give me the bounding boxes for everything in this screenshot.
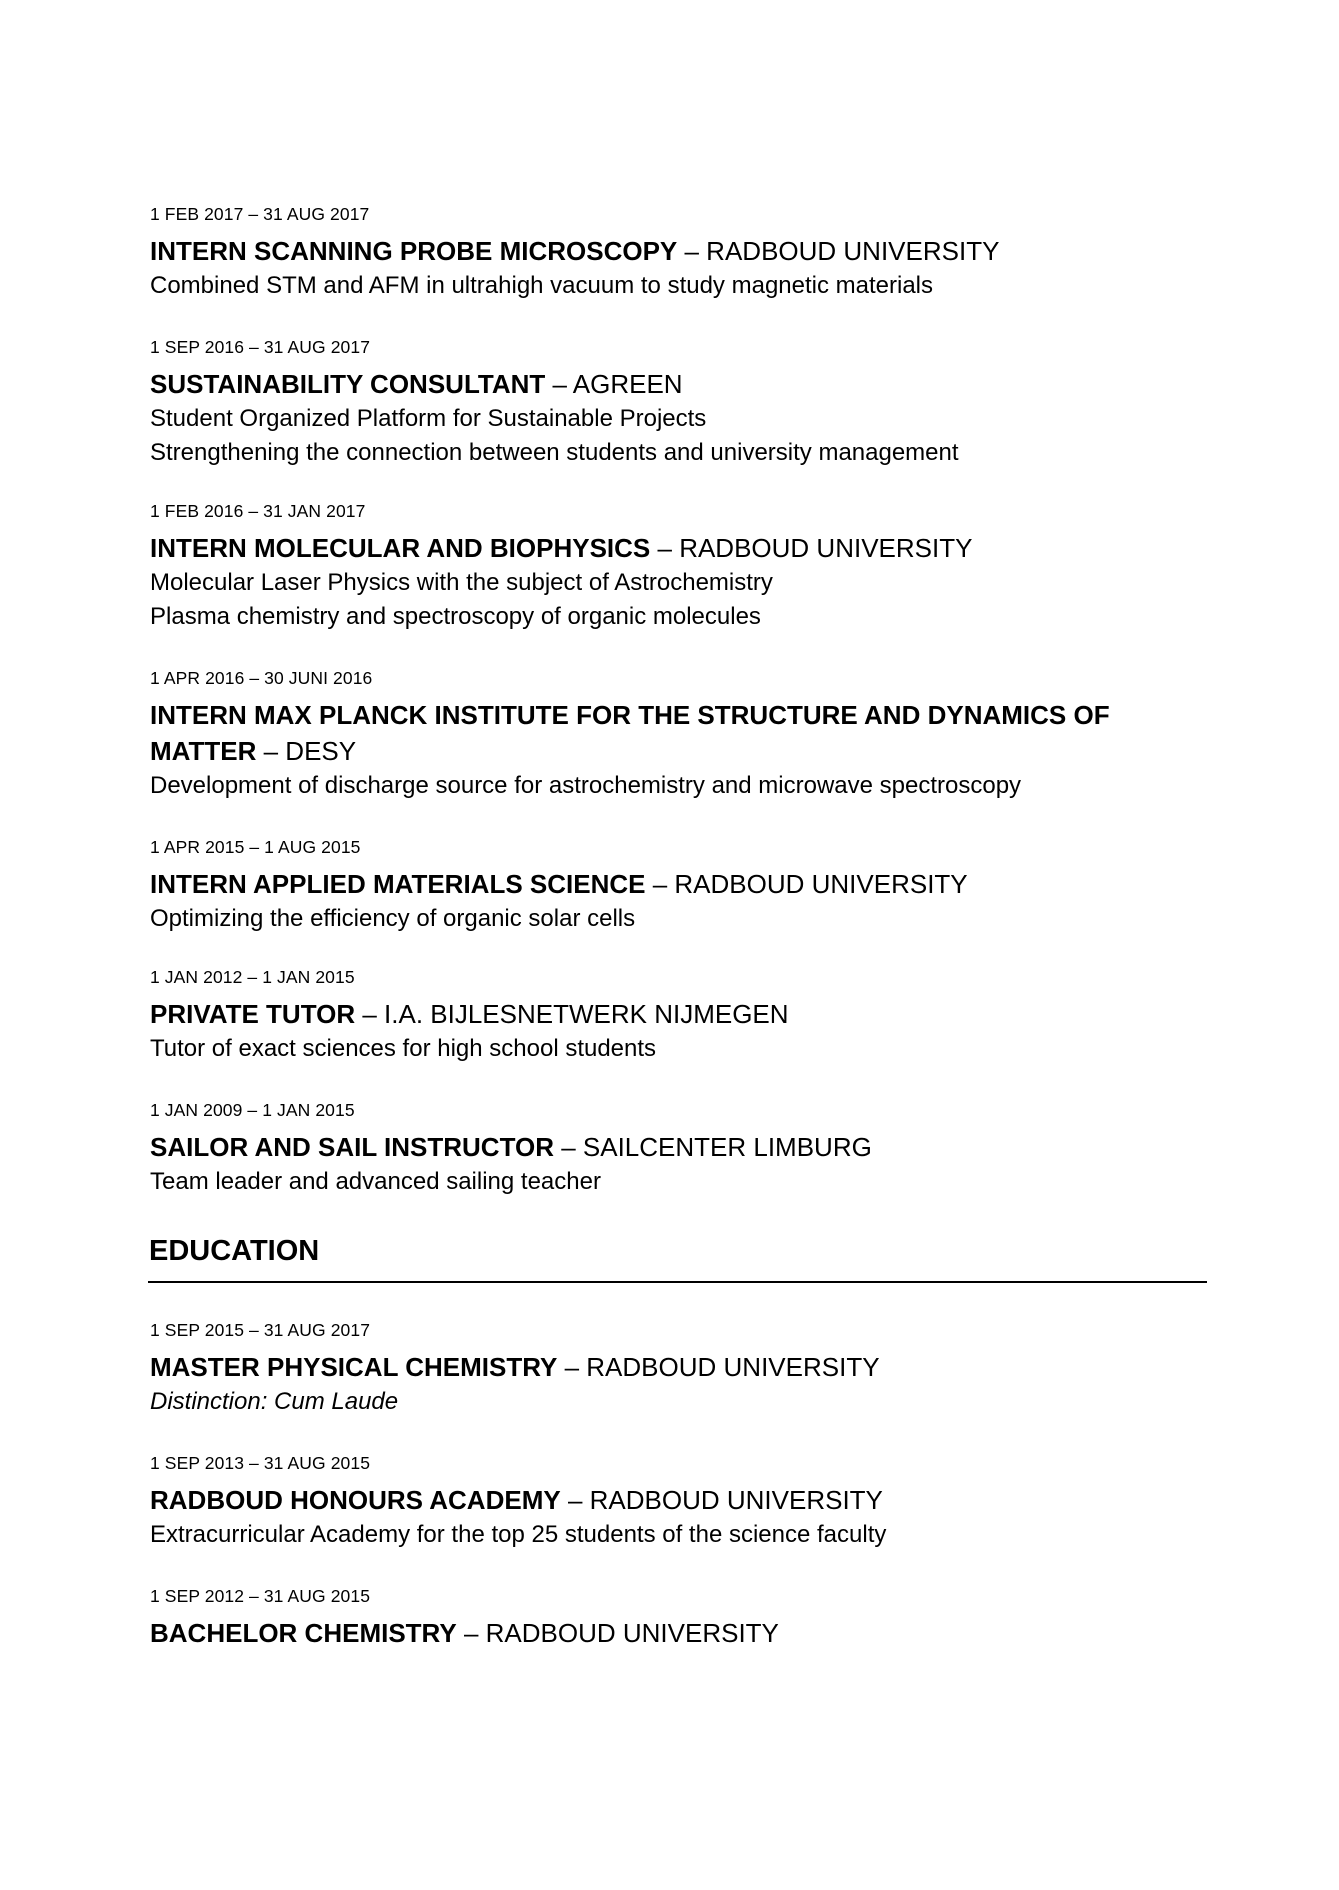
entry-role: INTERN SCANNING PROBE MICROSCOPY bbox=[150, 236, 678, 266]
entry-role: INTERN MOLECULAR AND BIOPHYSICS bbox=[150, 533, 651, 563]
experience-entry bbox=[150, 203, 999, 303]
entry-organization: – RADBOUD UNIVERSITY bbox=[645, 869, 968, 899]
experience-entry bbox=[150, 966, 789, 1066]
entry-title bbox=[150, 1129, 872, 1165]
entry-organization: – DESY bbox=[256, 736, 357, 766]
entry-distinction: Distinction: Cum Laude bbox=[150, 1388, 399, 1415]
entry-title bbox=[150, 366, 959, 402]
entry-detail: Tutor of exact sciences for high school students bbox=[150, 1035, 657, 1062]
entry-role: INTERN MAX PLANCK INSTITUTE FOR THE STRUCTURE AND DYNAMICS OF MATTER bbox=[150, 700, 1110, 766]
entry-title bbox=[150, 1482, 886, 1518]
entry-date: 1 SEP 2013 – 31 AUG 2015 bbox=[150, 1453, 371, 1473]
entry-role: INTERN APPLIED MATERIALS SCIENCE bbox=[150, 869, 646, 899]
entry-organization: – RADBOUD UNIVERSITY bbox=[677, 236, 1000, 266]
entry-role: SAILOR AND SAIL INSTRUCTOR bbox=[150, 1132, 554, 1162]
entry-date: 1 JAN 2009 – 1 JAN 2015 bbox=[150, 1100, 355, 1120]
entry-date: 1 FEB 2016 – 31 JAN 2017 bbox=[150, 501, 366, 521]
entry-role: SUSTAINABILITY CONSULTANT bbox=[150, 369, 546, 399]
entry-detail: Strengthening the connection between students and university management bbox=[150, 439, 959, 466]
education-entry bbox=[150, 1319, 880, 1419]
entry-detail: Development of discharge source for astrochemistry and microwave spectroscopy bbox=[150, 772, 1022, 799]
experience-entry bbox=[150, 336, 959, 470]
entry-organization: – SAILCENTER LIMBURG bbox=[553, 1132, 872, 1162]
entry-date: 1 FEB 2017 – 31 AUG 2017 bbox=[150, 204, 370, 224]
entry-role: MASTER PHYSICAL CHEMISTRY bbox=[150, 1352, 558, 1382]
experience-entry bbox=[150, 836, 968, 936]
experience-entry bbox=[150, 1099, 872, 1199]
entry-detail: Molecular Laser Physics with the subject of Astrochemistry bbox=[150, 569, 773, 596]
entry-organization: – AGREEN bbox=[545, 369, 683, 399]
education-entry bbox=[150, 1585, 779, 1651]
entry-title bbox=[150, 1615, 779, 1651]
entry-title bbox=[150, 697, 1150, 769]
entry-detail: Student Organized Platform for Sustainable Projects bbox=[150, 405, 707, 432]
entry-date: 1 SEP 2012 – 31 AUG 2015 bbox=[150, 1586, 371, 1606]
education-entry bbox=[150, 1452, 886, 1552]
entry-title bbox=[150, 233, 999, 269]
entry-date: 1 JAN 2012 – 1 JAN 2015 bbox=[150, 967, 355, 987]
entry-title bbox=[150, 866, 968, 902]
entry-detail: Plasma chemistry and spectroscopy of organic molecules bbox=[150, 603, 761, 630]
entry-detail: Optimizing the efficiency of organic solar cells bbox=[150, 905, 636, 932]
entry-organization: – RADBOUD UNIVERSITY bbox=[560, 1485, 883, 1515]
entry-detail: Combined STM and AFM in ultrahigh vacuum to study magnetic materials bbox=[150, 272, 934, 299]
entry-role: RADBOUD HONOURS ACADEMY bbox=[150, 1485, 561, 1515]
entry-role: BACHELOR CHEMISTRY bbox=[150, 1618, 457, 1648]
entry-date: 1 SEP 2016 – 31 AUG 2017 bbox=[150, 337, 371, 357]
entry-detail: Team leader and advanced sailing teacher bbox=[150, 1168, 601, 1195]
entry-title bbox=[150, 996, 789, 1032]
experience-entry bbox=[150, 667, 1150, 803]
entry-organization: – RADBOUD UNIVERSITY bbox=[557, 1352, 880, 1382]
entry-date: 1 APR 2015 – 1 AUG 2015 bbox=[150, 837, 361, 857]
entry-title bbox=[150, 1349, 880, 1385]
entry-role: PRIVATE TUTOR bbox=[150, 999, 356, 1029]
entry-detail: Extracurricular Academy for the top 25 students of the science faculty bbox=[150, 1521, 887, 1548]
entry-organization: – RADBOUD UNIVERSITY bbox=[456, 1618, 779, 1648]
entry-date: 1 SEP 2015 – 31 AUG 2017 bbox=[150, 1320, 371, 1340]
education-section-heading: EDUCATION bbox=[148, 1233, 1207, 1283]
entry-date: 1 APR 2016 – 30 JUNI 2016 bbox=[150, 668, 373, 688]
entry-title bbox=[150, 530, 972, 566]
experience-entry bbox=[150, 500, 972, 634]
entry-organization: – I.A. BIJLESNETWERK NIJMEGEN bbox=[355, 999, 789, 1029]
entry-organization: – RADBOUD UNIVERSITY bbox=[650, 533, 973, 563]
